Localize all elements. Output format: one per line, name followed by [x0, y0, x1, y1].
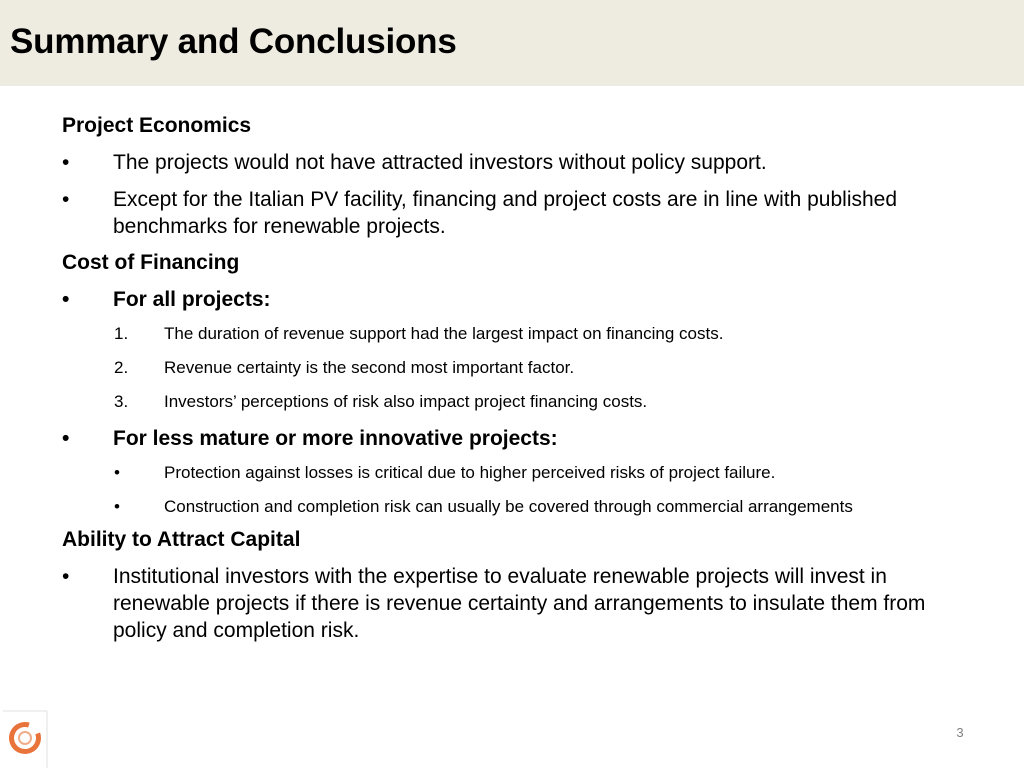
- bullet-text: Institutional investors with the expertise to evaluate renewable projects will invest in renewable projects if there is revenue certainty and arrangements to insulate them from policy and completion risk.: [113, 565, 926, 642]
- heading-cost-of-financing: Cost of Financing: [62, 251, 240, 274]
- bullet-marker: •: [62, 565, 70, 588]
- bullet-text: The projects would not have attracted investors without policy support.: [113, 151, 767, 174]
- bullet-marker: •: [62, 427, 70, 450]
- item-number: 3.: [114, 392, 129, 411]
- slide-title: Summary and Conclusions: [10, 22, 457, 61]
- item-text: The duration of revenue support had the largest impact on financing costs.: [164, 324, 724, 343]
- bullet-marker: •: [114, 497, 120, 516]
- bullet-marker: •: [62, 151, 70, 174]
- bullet-item: [62, 563, 982, 644]
- item-number: 1.: [114, 324, 129, 343]
- bullet-item: [62, 186, 982, 240]
- bullet-marker: •: [114, 463, 120, 482]
- heading-project-economics: Project Economics: [62, 114, 252, 137]
- item-text: Investors’ perceptions of risk also impact project financing costs.: [164, 392, 648, 411]
- numbered-item: [62, 391, 982, 413]
- item-text: Construction and completion risk can usually be covered through commercial arrangements: [164, 497, 853, 516]
- slide-content: [62, 113, 982, 654]
- item-text: Revenue certainty is the second most important factor.: [164, 358, 575, 377]
- item-text: Protection against losses is critical due to higher perceived risks of project failure.: [164, 463, 776, 482]
- bullet-marker: •: [62, 288, 70, 311]
- sub-bullet-item: [62, 462, 982, 484]
- bullet-item: [62, 425, 982, 452]
- bullet-text: For less mature or more innovative projects:: [113, 427, 558, 450]
- bullet-text: Except for the Italian PV facility, financing and project costs are in line with published benchmarks for renewable projects.: [113, 188, 898, 238]
- title-bar: [0, 0, 1024, 86]
- bullet-marker: •: [62, 188, 70, 211]
- bullet-item: [62, 286, 982, 313]
- numbered-item: [62, 323, 982, 345]
- sub-bullet-item: [62, 496, 982, 517]
- numbered-item: [62, 357, 982, 379]
- heading-ability-to-attract-capital: Ability to Attract Capital: [62, 528, 301, 551]
- bullet-item: [62, 149, 982, 176]
- bullet-text: For all projects:: [113, 288, 271, 311]
- item-number: 2.: [114, 358, 129, 377]
- logo-icon: [3, 706, 53, 768]
- slide-number: 3: [956, 725, 964, 740]
